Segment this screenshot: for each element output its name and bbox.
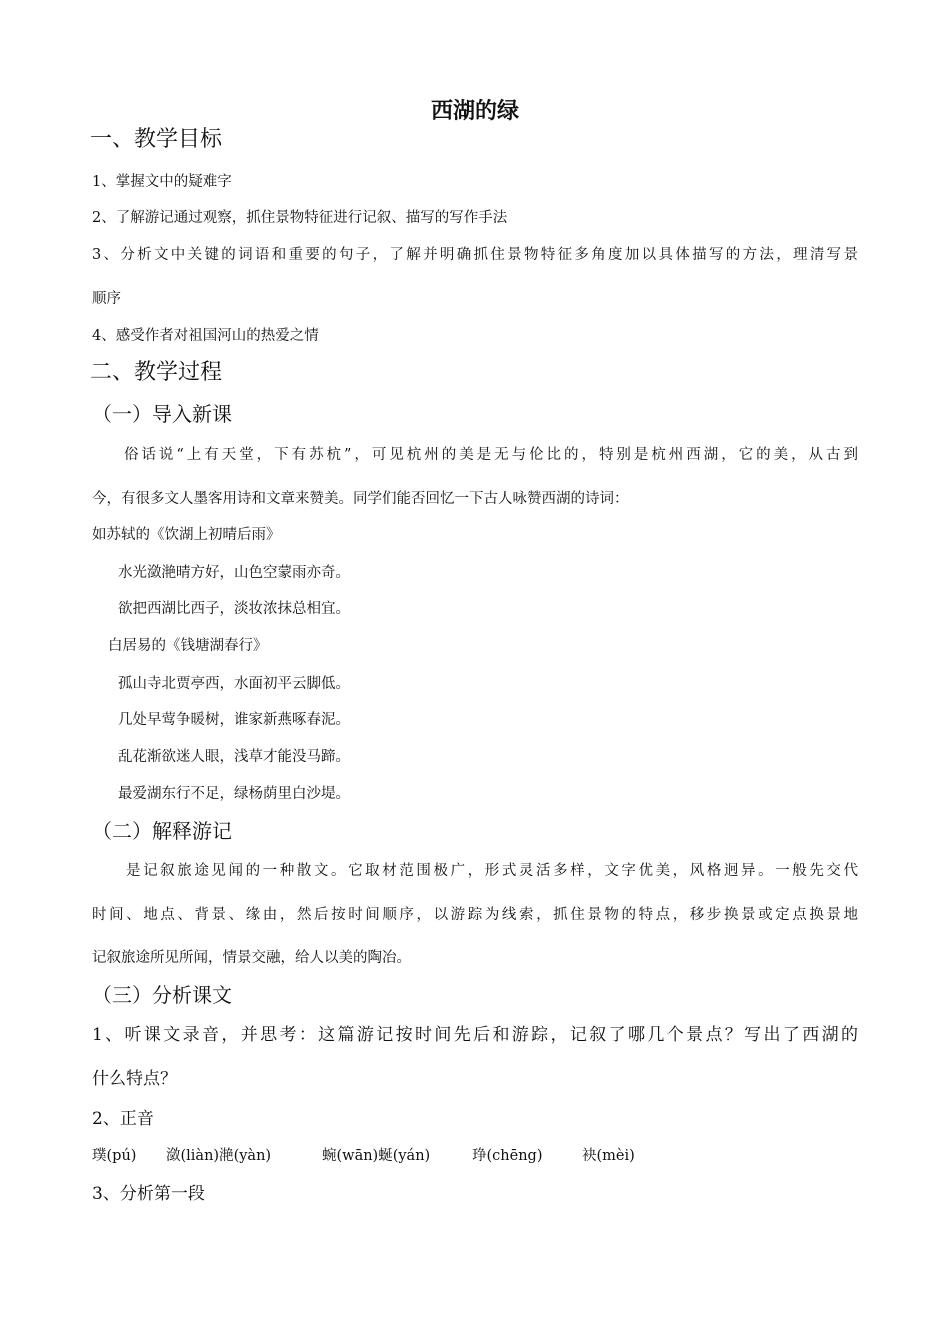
question-line: 什么特点？ [92, 1069, 177, 1089]
pinyin-item: 潋(liàn)滟(yàn) [166, 1148, 272, 1164]
pinyin-item: 蜿(wān)蜒(yán) [322, 1148, 431, 1164]
poem-intro: 白居易的《钱塘湖春行》 [108, 638, 268, 654]
pinyin-item: 琤(chēng) [472, 1148, 543, 1164]
section-heading-objectives: 一、教学目标 [90, 127, 223, 152]
objective-item: 3、分析文中关键的词语和重要的句子，了解并明确抓住景物特征多角度加以具体描写的方法，理清写景 [92, 247, 858, 263]
poem-line: 水光潋滟晴方好，山色空蒙雨亦奇。 [118, 565, 350, 581]
pinyin-row [92, 1145, 635, 1167]
subsection-heading-analysis: （三）分析课文 [92, 983, 232, 1007]
intro-paragraph-line: 今，有很多文人墨客用诗和文章来赞美。同学们能否回忆一下古人咏赞西湖的诗词： [92, 491, 629, 507]
objective-item: 4、感受作者对祖国河山的热爱之情 [92, 328, 319, 344]
travelogue-paragraph-line: 时间、地点、背景、缘由，然后按时间顺序，以游踪为线索，抓住景物的特点，移步换景或定点换景地 [92, 907, 858, 923]
poem-line: 最爱湖东行不足，绿杨荫里白沙堤。 [118, 786, 350, 802]
pinyin-item: 袂(mèi) [582, 1148, 635, 1164]
poem-intro: 如苏轼的《饮湖上初晴后雨》 [92, 527, 281, 543]
poem-line: 欲把西湖比西子，淡妆浓抹总相宜。 [118, 601, 350, 617]
intro-paragraph-line: 俗话说“上有天堂，下有苏杭”，可见杭州的美是无与伦比的，特别是杭州西湖，它的美，从古到 [124, 447, 858, 463]
subsection-heading-intro: （一）导入新课 [92, 402, 232, 426]
question-line: 1、听课文录音，并思考：这篇游记按时间先后和游踪，记叙了哪几个景点？写出了西湖的 [92, 1025, 858, 1045]
objective-item: 2、了解游记通过观察，抓住景物特征进行记叙、描写的写作手法 [92, 210, 508, 226]
question-pronunciation: 2、正音 [92, 1109, 154, 1129]
travelogue-paragraph-line: 是记叙旅途见闻的一种散文。它取材范围极广，形式灵活多样，文字优美，风格迥异。一般先交代 [126, 863, 858, 879]
poem-line: 乱花渐欲迷人眼，浅草才能没马蹄。 [118, 749, 350, 765]
pinyin-item: 璞(pú) [92, 1148, 137, 1164]
poem-line: 几处早莺争暖树，谁家新燕啄春泥。 [118, 712, 350, 728]
objective-item: 1、掌握文中的疑难字 [92, 174, 232, 190]
section-heading-process: 二、教学过程 [90, 360, 223, 385]
question-first-paragraph: 3、分析第一段 [92, 1184, 205, 1204]
objective-item-continued: 顺序 [92, 291, 121, 307]
poem-line: 孤山寺北贾亭西，水面初平云脚低。 [118, 676, 350, 692]
subsection-heading-travelogue: （二）解释游记 [92, 819, 232, 843]
document-title: 西湖的绿 [430, 99, 519, 124]
travelogue-paragraph-line: 记叙旅途所见所闻，情景交融，给人以美的陶冶。 [92, 950, 411, 966]
